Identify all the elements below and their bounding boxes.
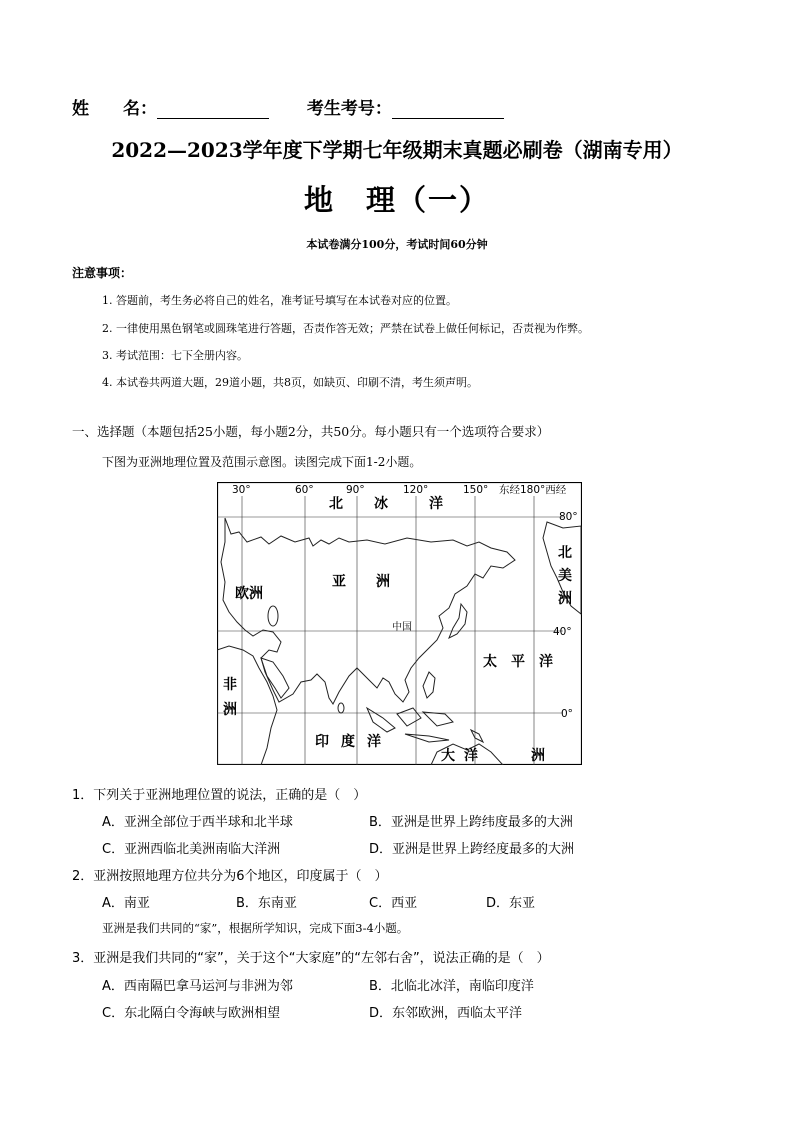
- lat-label: 80°: [559, 511, 578, 523]
- notice-item: 1. 答题前，考生务必将自己的姓名，准考证号填写在本试卷对应的位置。: [102, 294, 457, 307]
- label-indian-ocean: 印: [315, 734, 329, 750]
- exam-meta: 本试卷满分100分，考试时间60分钟: [306, 238, 488, 251]
- label-arctic: 冰: [374, 496, 388, 512]
- label-china: 中国: [392, 622, 412, 633]
- label-oceania: 大: [441, 748, 455, 764]
- label-europe: 欧洲: [235, 586, 263, 602]
- option-c[interactable]: C．西亚: [369, 896, 418, 911]
- lon-corner-label: 东经180°西经: [499, 484, 567, 496]
- option-c[interactable]: C．亚洲西临北美洲南临大洋洲: [102, 842, 281, 857]
- notice-heading: 注意事项：: [72, 266, 133, 280]
- option-a[interactable]: A．南亚: [102, 896, 150, 911]
- label-indian-ocean: 度: [341, 734, 355, 750]
- option-a[interactable]: A．亚洲全部位于西半球和北半球: [102, 815, 293, 830]
- label-north-america: 美: [558, 568, 572, 584]
- section-heading: 一、选择题（本题包括25小题，每小题2分，共50分。每小题只有一个选项符合要求）: [72, 424, 550, 439]
- label-pacific: 平: [511, 654, 525, 670]
- label-north-america: 北: [558, 545, 572, 561]
- notice-item: 4. 本试卷共两道大题，29道小题，共8页，如缺页、印刷不清，考生须声明。: [102, 376, 478, 389]
- exam-number-label: 考生考号：: [306, 99, 392, 119]
- option-a[interactable]: A．西南隔巴拿马运河与非洲为邻: [102, 979, 293, 994]
- question-stem: 3．亚洲是我们共同的“家”，关于这个“大家庭”的“左邻右舍”，说法正确的是（ ）: [72, 951, 550, 966]
- asia-map: [217, 482, 582, 765]
- map-intro: 下图为亚洲地理位置及范围示意图。读图完成下面1-2小题。: [102, 455, 422, 469]
- lon-label: 150°: [463, 484, 489, 496]
- exam-number-blank[interactable]: [392, 118, 504, 119]
- label-asia: 亚: [332, 574, 346, 590]
- subject-title: 地 理（一）: [303, 183, 490, 217]
- label-arctic: 北: [329, 496, 343, 512]
- label-asia: 洲: [376, 574, 390, 590]
- option-b[interactable]: B．北临北冰洋，南临印度洋: [369, 979, 534, 994]
- label-north-america: 洲: [558, 591, 572, 607]
- option-d[interactable]: D．东邻欧洲，西临太平洋: [369, 1006, 523, 1021]
- lat-label: 40°: [553, 626, 572, 638]
- lat-label: 0°: [561, 708, 573, 720]
- option-c[interactable]: C．东北隔白令海峡与欧洲相望: [102, 1006, 281, 1021]
- notice-item: 3. 考试范围：七下全册内容。: [102, 349, 248, 362]
- label-pacific: 太: [483, 654, 497, 670]
- label-pacific: 洋: [539, 654, 553, 670]
- lon-label: 90°: [346, 484, 365, 496]
- label-africa: 非: [223, 677, 237, 693]
- label-oceania: 洲: [531, 748, 545, 764]
- lon-label: 30°: [232, 484, 251, 496]
- intro-3-4: 亚洲是我们共同的“家”，根据所学知识，完成下面3-4小题。: [102, 921, 409, 935]
- exam-title: 2022—2023学年度下学期七年级期末真题必刷卷（湖南专用）: [111, 138, 683, 162]
- label-africa: 洲: [223, 702, 237, 718]
- name-blank[interactable]: [157, 118, 269, 119]
- question-stem: 1．下列关于亚洲地理位置的说法，正确的是（ ）: [72, 788, 367, 803]
- label-arctic: 洋: [429, 496, 443, 512]
- option-b[interactable]: B．亚洲是世界上跨纬度最多的大洲: [369, 815, 573, 830]
- question-stem: 2．亚洲按照地理方位共分为6个地区，印度属于（ ）: [72, 869, 388, 884]
- student-info-row: [72, 94, 504, 119]
- notice-item: 2. 一律使用黑色钢笔或圆珠笔进行答题，否责作答无效；严禁在试卷上做任何标记，否责视为作弊。: [102, 322, 589, 335]
- name-label: 姓 名：: [72, 99, 157, 119]
- option-d[interactable]: D．亚洲是世界上跨经度最多的大洲: [369, 842, 575, 857]
- option-b[interactable]: B．东南亚: [236, 896, 297, 911]
- lon-label: 60°: [295, 484, 314, 496]
- option-d[interactable]: D．东亚: [486, 896, 536, 911]
- lon-label: 120°: [403, 484, 429, 496]
- label-oceania: 洋: [464, 748, 478, 764]
- label-indian-ocean: 洋: [367, 734, 381, 750]
